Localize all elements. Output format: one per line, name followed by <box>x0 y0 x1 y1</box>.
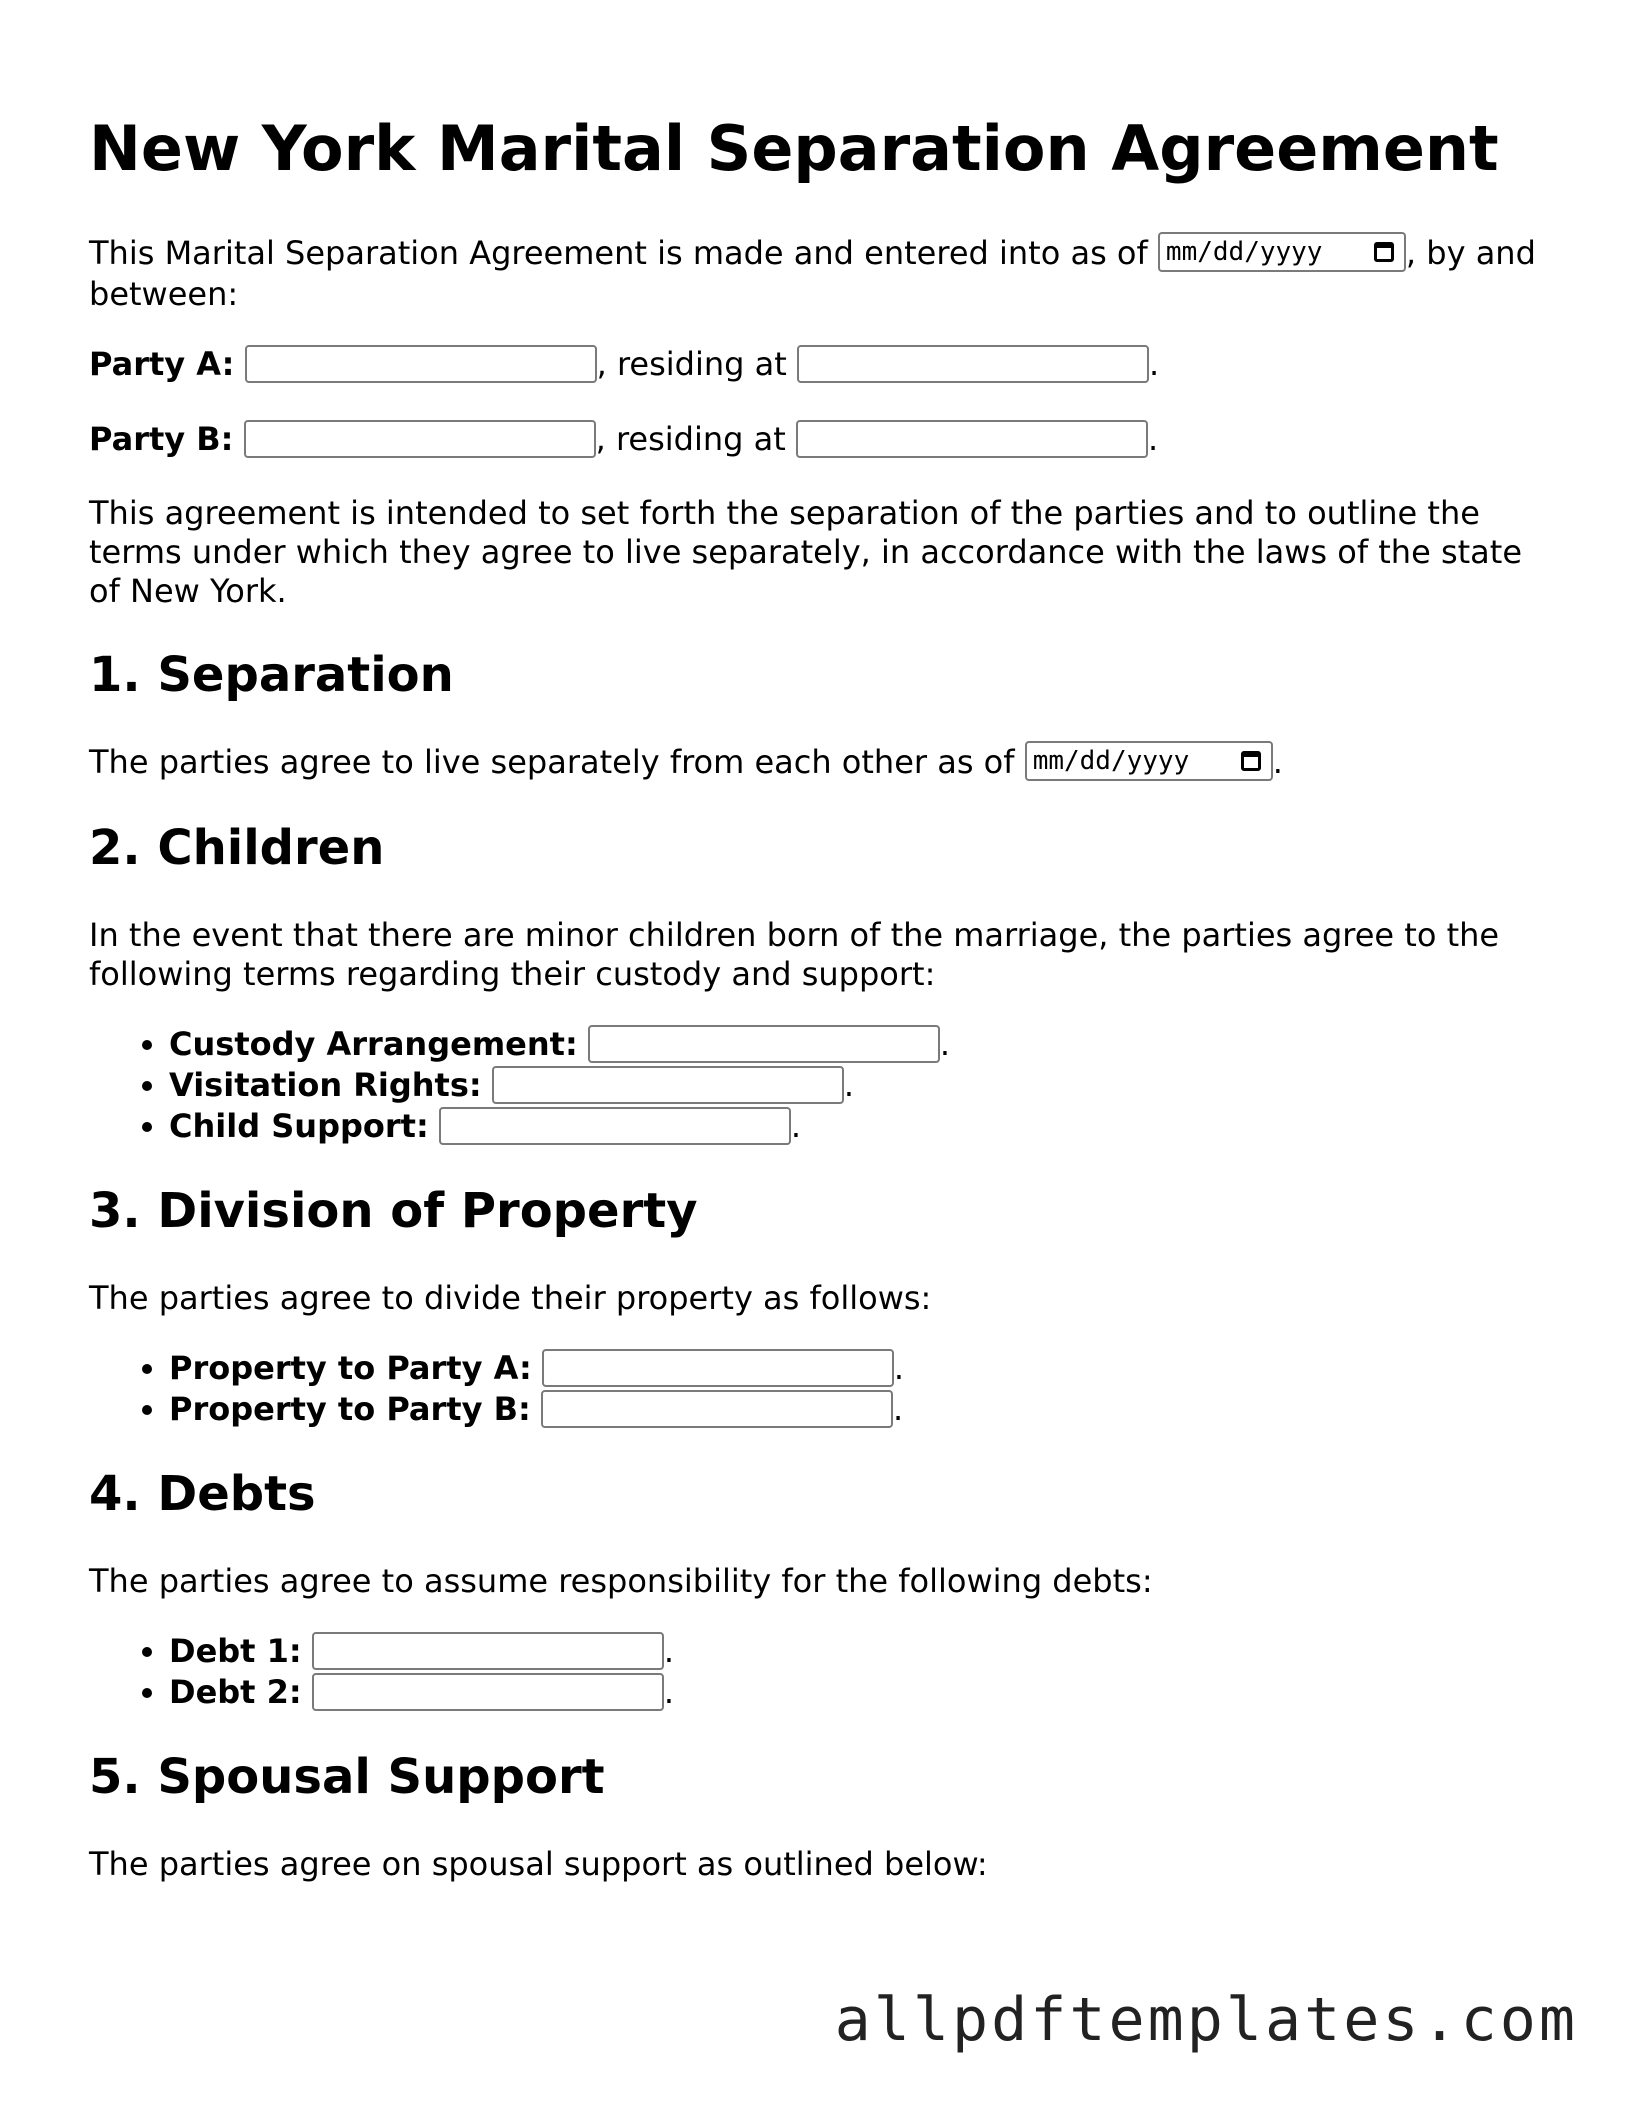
period: . <box>1148 345 1160 383</box>
separation-date-input[interactable] <box>1025 741 1273 781</box>
list-item <box>169 1065 1549 1106</box>
custody-label: Custody Arrangement: <box>169 1025 578 1063</box>
children-list <box>89 1024 1549 1147</box>
period: . <box>1147 420 1159 458</box>
debt-1-input[interactable] <box>312 1632 664 1670</box>
period: . <box>663 1632 675 1670</box>
list-item <box>169 1389 1549 1430</box>
child-support-input[interactable] <box>439 1107 791 1145</box>
list-item <box>169 1348 1549 1389</box>
party-b-line <box>89 419 1549 460</box>
calendar-icon[interactable] <box>1241 751 1261 771</box>
list-item <box>169 1024 1549 1065</box>
party-a-residing-text: , residing at <box>596 345 787 383</box>
custody-arrangement-input[interactable] <box>588 1025 940 1063</box>
property-party-a-input[interactable] <box>542 1349 894 1387</box>
agreement-date-input[interactable] <box>1158 232 1406 272</box>
separation-paragraph <box>89 743 1549 784</box>
child-support-label: Child Support: <box>169 1107 429 1145</box>
period: . <box>893 1349 905 1387</box>
property-paragraph: The parties agree to divide their property as follows: <box>89 1279 932 1317</box>
list-item <box>169 1106 1549 1147</box>
property-party-b-input[interactable] <box>541 1390 893 1428</box>
visitation-rights-input[interactable] <box>492 1066 844 1104</box>
date-placeholder: mm/dd/yyyy <box>1165 236 1323 267</box>
period: . <box>939 1025 951 1063</box>
period: . <box>1272 743 1283 781</box>
period: . <box>843 1066 855 1104</box>
party-b-name-input[interactable] <box>244 420 596 458</box>
party-a-label: Party A: <box>89 345 235 383</box>
property-b-label: Property to Party B: <box>169 1390 531 1428</box>
debt-2-input[interactable] <box>312 1673 664 1711</box>
intro-text-end: , by and between: <box>89 234 1536 313</box>
spousal-support-paragraph: The parties agree on spousal support as outlined below: <box>89 1845 988 1883</box>
section-heading-spousal-support: 5. Spousal Support <box>89 1749 605 1805</box>
visitation-label: Visitation Rights: <box>169 1066 482 1104</box>
page-title: New York Marital Separation Agreement <box>89 112 1499 185</box>
period: . <box>892 1390 904 1428</box>
period: . <box>663 1673 675 1711</box>
party-b-residing-text: , residing at <box>595 420 786 458</box>
party-b-label: Party B: <box>89 420 234 458</box>
party-a-name-input[interactable] <box>245 345 597 383</box>
list-item <box>169 1631 1549 1672</box>
purpose-paragraph: This agreement is intended to set forth the separation of the parties and to outline the terms under which they agree to live separately, in accordance with the laws of the state of New York. <box>89 494 1522 610</box>
section-heading-property: 3. Division of Property <box>89 1183 698 1239</box>
separation-text: The parties agree to live separately from each other as of <box>89 743 1015 781</box>
section-heading-separation: 1. Separation <box>89 647 454 703</box>
party-b-address-input[interactable] <box>796 420 1148 458</box>
debts-paragraph: The parties agree to assume responsibility for the following debts: <box>89 1562 1153 1600</box>
period: . <box>790 1107 802 1145</box>
document-page <box>89 112 1549 1914</box>
intro-paragraph <box>89 234 1549 314</box>
party-a-address-input[interactable] <box>797 345 1149 383</box>
list-item <box>169 1672 1549 1713</box>
debt-1-label: Debt 1: <box>169 1632 302 1670</box>
children-paragraph: In the event that there are minor children born of the marriage, the parties agree to the following terms regarding their custody and support: <box>89 916 1500 993</box>
section-heading-children: 2. Children <box>89 820 385 876</box>
calendar-icon[interactable] <box>1374 242 1394 262</box>
property-a-label: Property to Party A: <box>169 1349 532 1387</box>
intro-text: This Marital Separation Agreement is made and entered into as of <box>89 234 1148 272</box>
debts-list <box>89 1631 1549 1713</box>
party-a-line <box>89 344 1549 385</box>
debt-2-label: Debt 2: <box>169 1673 302 1711</box>
section-heading-debts: 4. Debts <box>89 1466 316 1522</box>
watermark-text: allpdftemplates.com <box>834 1985 1578 2055</box>
property-list <box>89 1348 1549 1430</box>
date-placeholder: mm/dd/yyyy <box>1032 745 1190 776</box>
